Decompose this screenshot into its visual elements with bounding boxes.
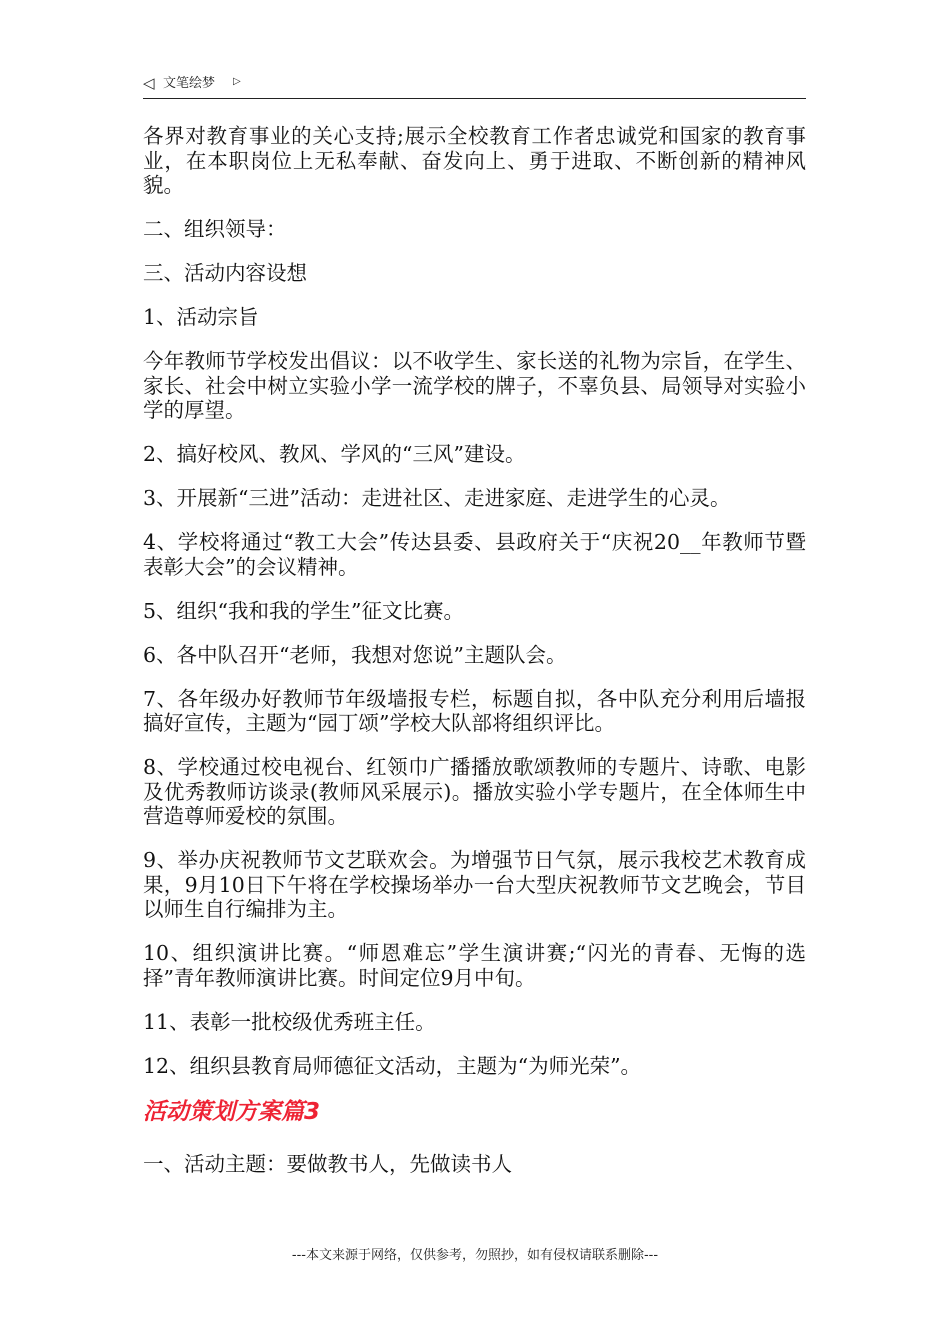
triangle-right-icon: ▷ <box>233 76 241 87</box>
paragraph-purpose: 今年教师节学校发出倡议：以不收学生、家长送的礼物为宗旨，在学生、家长、社会中树立实验小学一流学校的牌子，不辜负县、局领导对实验小学的厚望。 <box>143 349 806 422</box>
document-body <box>143 124 806 1196</box>
paragraph-item-3: 3、开展新“三进”活动：走进社区、走进家庭、走进学生的心灵。 <box>143 486 731 510</box>
paragraph-activity-content: 三、活动内容设想 <box>143 261 307 285</box>
paragraph-item-1: 1、活动宗旨 <box>143 305 259 329</box>
paragraph-org-leadership: 二、组织领导： <box>143 217 287 241</box>
paragraph-item-10: 10、组织演讲比赛。“师恩难忘”学生演讲赛;“闪光的青春、无悔的选择”青年教师演讲比赛。时间定位9月中旬。 <box>143 941 806 990</box>
triangle-left-icon: ◁ <box>143 74 155 92</box>
paragraph-item-5: 5、组织“我和我的学生”征文比赛。 <box>143 598 465 623</box>
paragraph-item-6: 6、各中队召开“老师，我想对您说”主题队会。 <box>143 642 567 667</box>
brand-label: 文笔绘梦 <box>163 76 216 91</box>
paragraph-activity-theme: 一、活动主题：要做教书人，先做读书人 <box>143 1151 512 1176</box>
page-header <box>143 72 806 99</box>
paragraph-item-11: 11、表彰一批校级优秀班主任。 <box>143 1009 436 1034</box>
section-heading: 活动策划方案篇3 <box>143 1098 321 1125</box>
page-footer: ---本文来源于网络，仅供参考，勿照抄，如有侵权请联系删除--- <box>291 1248 659 1263</box>
paragraph-item-12: 12、组织县教育局师德征文活动，主题为“为师光荣”。 <box>143 1053 642 1078</box>
paragraph-item-2: 2、搞好校风、教风、学风的“三风”建设。 <box>143 442 526 466</box>
paragraph-intro: 各界对教育事业的关心支持;展示全校教育工作者忠诚党和国家的教育事业，在本职岗位上无私奉献、奋发向上、勇于进取、不断创新的精神风貌。 <box>143 124 806 197</box>
paragraph-item-9: 9、举办庆祝教师节文艺联欢会。为增强节日气氛，展示我校艺术教育成果，9月10日下午将在学校操场举办一台大型庆祝教师节文艺晚会，节目以师生自行编排为主。 <box>143 848 806 921</box>
paragraph-item-8: 8、学校通过校电视台、红领巾广播播放歌颂教师的专题片、诗歌、电影及优秀教师访谈录(教师风采展示)。播放实验小学专题片，在全体师生中营造尊师爱校的氛围。 <box>143 755 806 828</box>
paragraph-item-4: 4、学校将通过“教工大会”传达县委、县政府关于“庆祝20__年教师节暨表彰大会”的会议精神。 <box>143 530 806 579</box>
paragraph-item-7: 7、各年级办好教师节年级墙报专栏，标题自拟，各中队充分利用后墙报搞好宣传，主题为“园丁颂”学校大队部将组织评比。 <box>143 686 806 735</box>
